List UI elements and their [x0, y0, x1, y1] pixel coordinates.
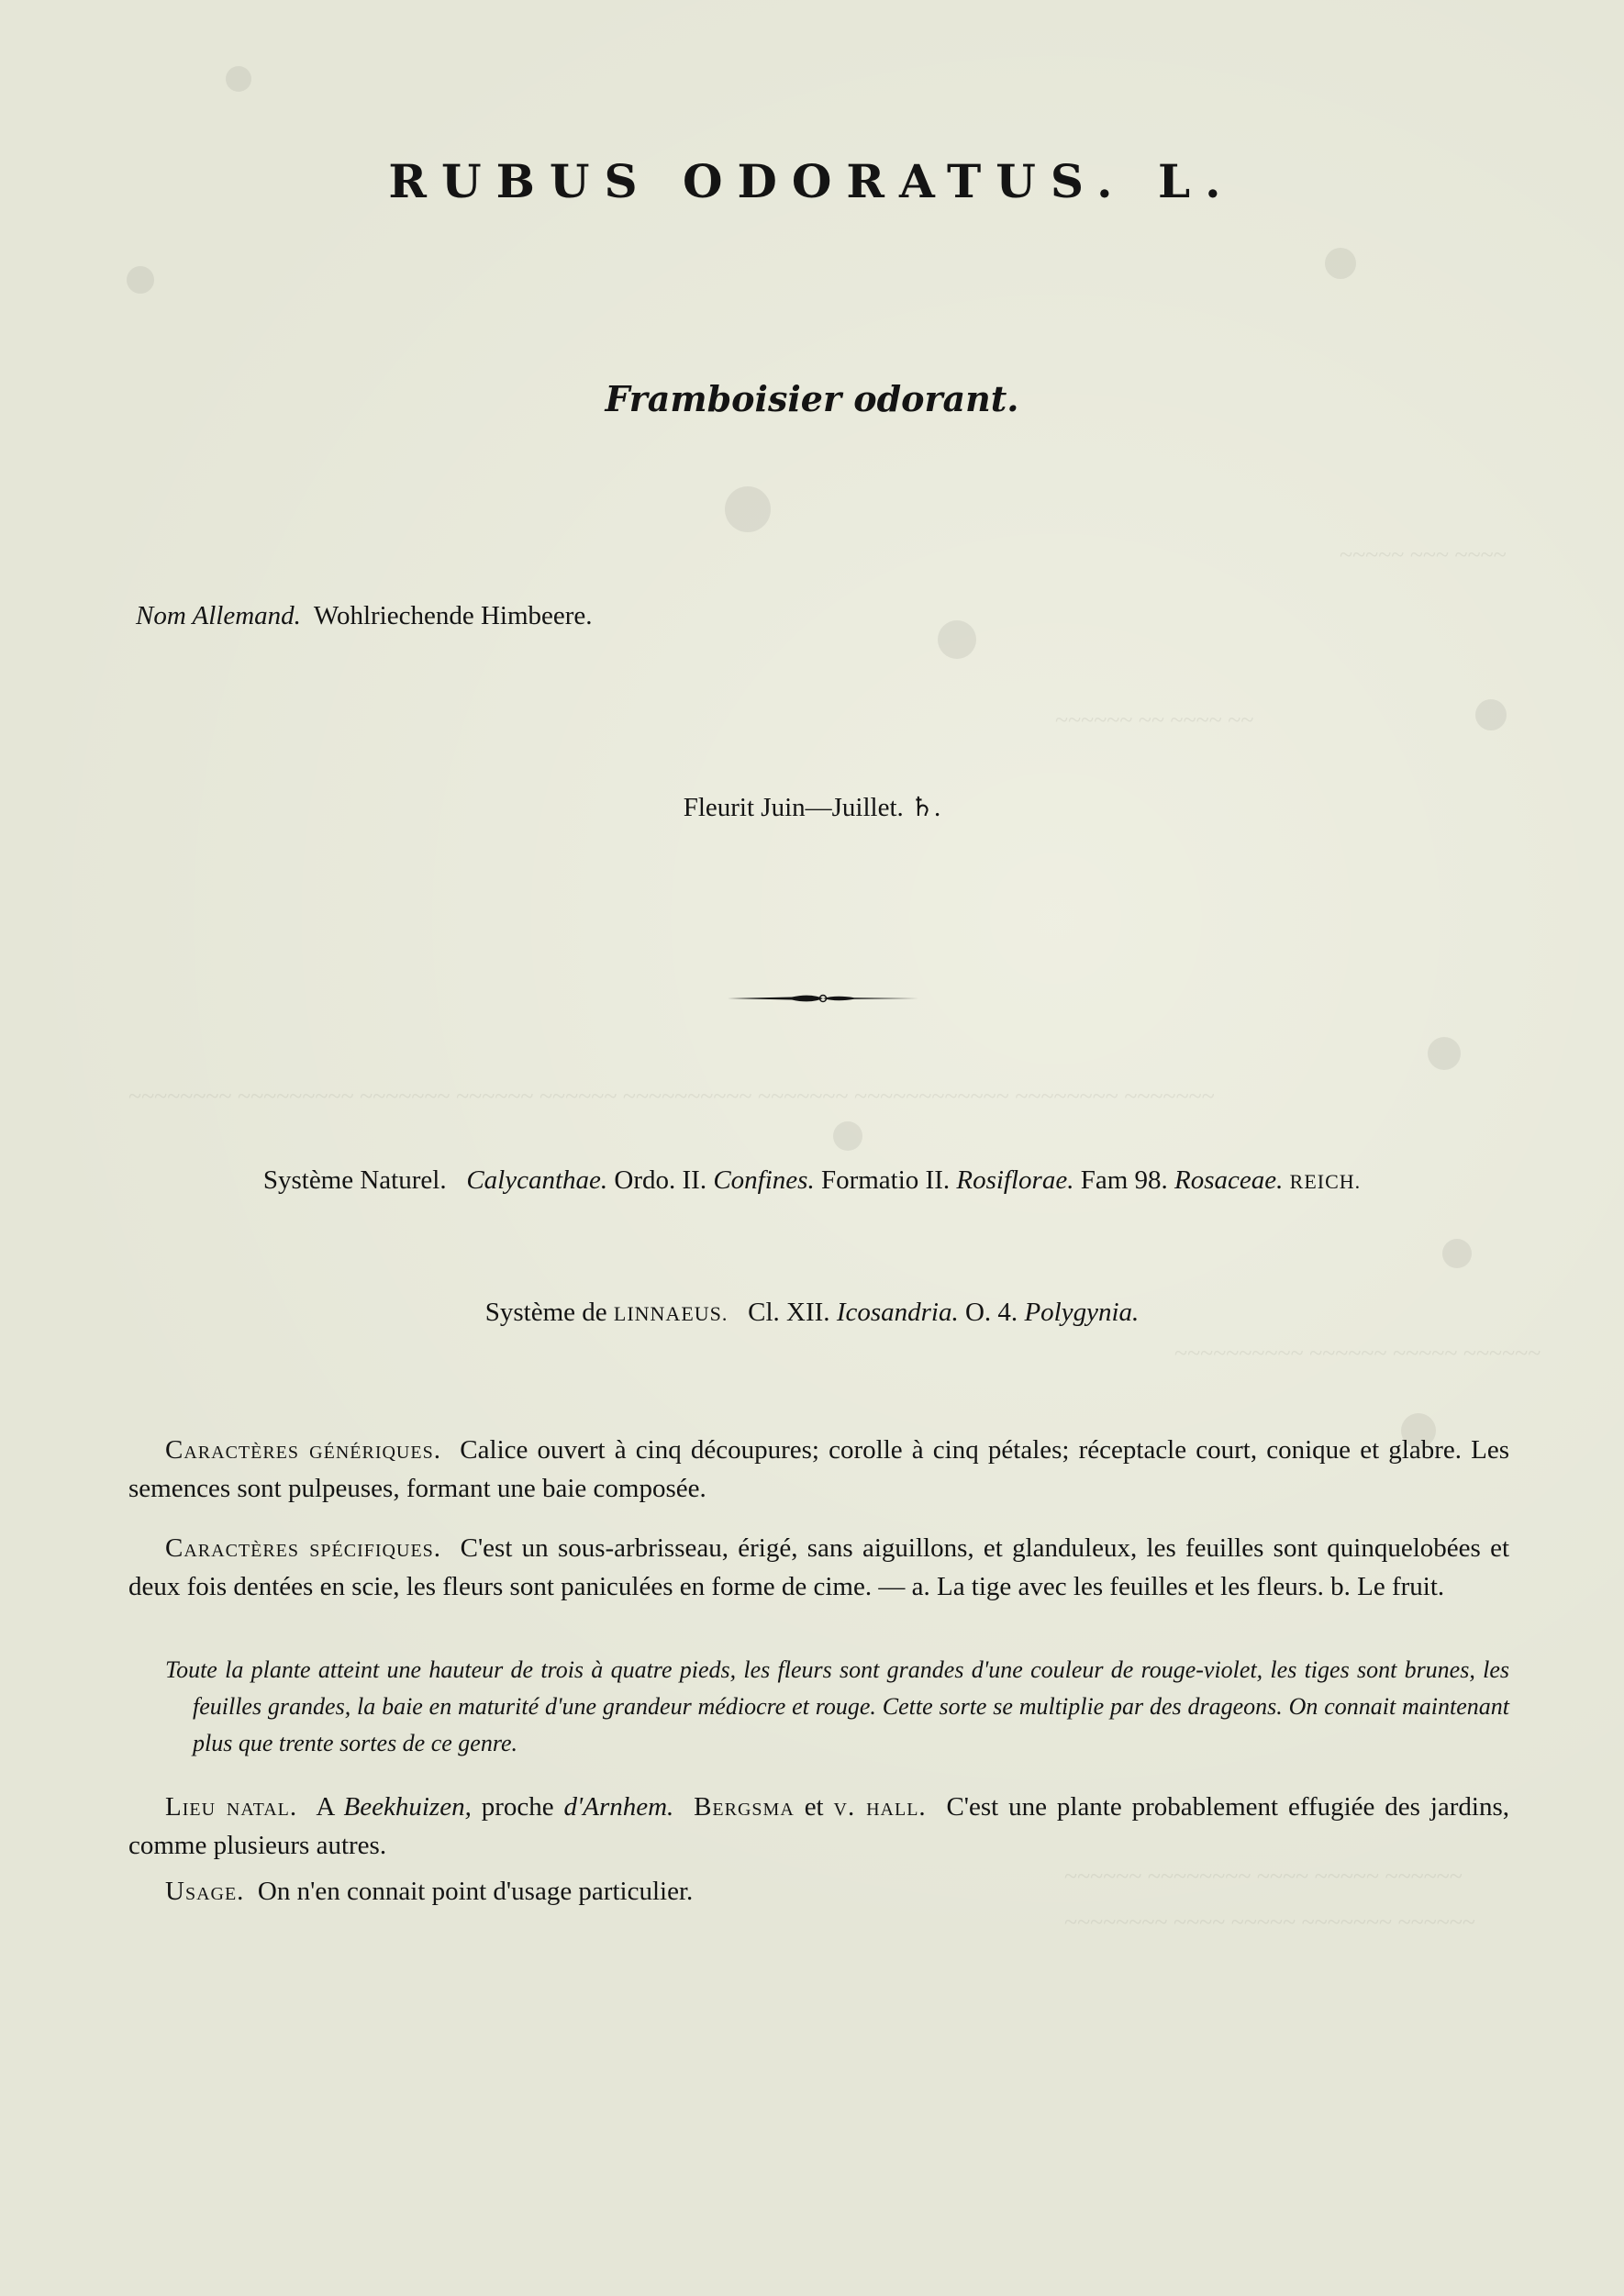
lieu-natal-proche: proche — [481, 1792, 554, 1822]
sysnat-formatio: Formatio II. — [820, 1165, 951, 1195]
sysnat-confines: Confines. — [713, 1165, 815, 1195]
caracteres-generiques — [128, 1431, 1509, 1508]
paper-stain — [1428, 1037, 1461, 1070]
nom-allemand — [136, 601, 593, 631]
paper-stain — [127, 266, 154, 294]
paper-stain — [1325, 248, 1356, 279]
lieu-natal-label: Lieu natal. — [165, 1792, 298, 1822]
nom-allemand-label: Nom Allemand. — [136, 601, 301, 630]
lieu-natal-et: et — [804, 1792, 824, 1822]
syslin-o: O. 4. — [964, 1298, 1018, 1327]
usage-text: On n'en connait point d'usage particulier. — [257, 1877, 694, 1906]
paper-stain — [226, 66, 251, 92]
note-text: Toute la plante atteint une hauteur de trois à quatre pieds, les fleurs sont grandes d'une couleur de rouge-violet, les tiges sont brunes, les feuilles grandes, la baie en maturité d'une grandeur médiocre et rouge. Cette sorte se multiplie par des drageons. On connait maintenant plus que trente sortes de ce genre. — [165, 1656, 1509, 1756]
paper-stain — [938, 620, 976, 659]
sysnat-ordo: Ordo. II. — [614, 1165, 707, 1195]
sysnat-rosaceae: Rosaceae. — [1174, 1165, 1284, 1195]
sysnat-class: Calycanthae. — [466, 1165, 608, 1195]
syslin-polygynia: Polygynia. — [1024, 1298, 1140, 1327]
usage — [128, 1872, 1509, 1911]
flowering-period: Fleurit Juin—Juillet. ♄. — [683, 793, 941, 822]
description-note — [165, 1652, 1509, 1762]
syslin-icosandria: Icosandria. — [836, 1298, 959, 1327]
page-title: RUBUS ODORATUS. L. — [388, 154, 1236, 208]
nom-allemand-value: Wohlriechende Himbeere. — [313, 601, 593, 630]
lieu-natal-author1: Bergsma — [694, 1792, 795, 1822]
lieu-natal-place: Beekhuizen, — [343, 1792, 472, 1822]
bleed-through-text: ~~~~~~~~~~ ~~~~~~ ~~~~~ ~~~~~~ — [1174, 1340, 1541, 1366]
systeme-linnaeus — [0, 1298, 1624, 1328]
lieu-natal-a: A — [316, 1792, 334, 1822]
bleed-through-text: ~~~~~~~~ ~~~~~~~~~ ~~~~~~~ ~~~~~~ ~~~~~~ ~~~~~~~~~~ ~~~~~~~ ~~~~~~~~~~~~ ~~~~~~~~ ~~~~~~~ — [128, 1083, 1215, 1109]
generiques-label: Caractères génériques. — [165, 1435, 441, 1465]
specifiques-text: C'est un sous-arbrisseau, érigé, sans aiguillons, et glanduleux, les feuilles sont quinquelobées et deux fois dentées en scie, les fleurs sont paniculées en forme de cime. — a. La tige avec les feuilles et les fleurs. b. Le fruit. — [128, 1533, 1510, 1601]
sysnat-rosiflorae: Rosiflorae. — [956, 1165, 1074, 1195]
lieu-natal-arnhem: d'Arnhem. — [563, 1792, 674, 1822]
page-subtitle: Framboisier odorant. — [605, 378, 1019, 419]
paper-stain — [833, 1121, 862, 1151]
bleed-through-text: ~~~~~ ~~~ ~~~~ — [1340, 541, 1507, 568]
generiques-text: Calice ouvert à cinq découpures; corolle à cinq pétales; réceptacle court, conique et glabre. Les semences sont pulpeuses, formant une baie composée. — [128, 1435, 1510, 1503]
ornament-divider-icon — [728, 991, 918, 1006]
lieu-natal-author2: v. hall. — [833, 1792, 927, 1822]
paper-stain — [1442, 1239, 1472, 1268]
caracteres-specifiques — [128, 1529, 1509, 1606]
paper-stain — [1475, 699, 1507, 730]
bleed-through-text: ~~~~~~~~ ~~~~ ~~~~~ ~~~~~~~ ~~~~~~ — [1064, 1909, 1475, 1935]
usage-label: Usage. — [165, 1877, 245, 1906]
bleed-through-text: ~~~~~~ ~~ ~~~~ ~~ — [1055, 707, 1254, 733]
lieu-natal — [128, 1788, 1509, 1865]
bleed-through-text: ~~~~~~ ~~~~~~~~ ~~~~ ~~~~~ ~~~~~~ — [1064, 1863, 1463, 1889]
sysnat-fam: Fam 98. — [1080, 1165, 1168, 1195]
sysnat-label: Système Naturel. — [262, 1165, 447, 1195]
syslin-label: Système de — [484, 1298, 607, 1327]
syslin-author: LINNAEUS. — [613, 1302, 729, 1325]
paper-stain — [725, 486, 771, 532]
sysnat-author: REICH. — [1289, 1170, 1362, 1193]
specifiques-label: Caractères spécifiques. — [165, 1533, 442, 1563]
lieu-natal-text: C'est une plante probablement effugiée des jardins, comme plusieurs autres. — [128, 1792, 1510, 1860]
syslin-cl: Cl. XII. — [748, 1298, 830, 1327]
systeme-naturel — [0, 1165, 1624, 1196]
